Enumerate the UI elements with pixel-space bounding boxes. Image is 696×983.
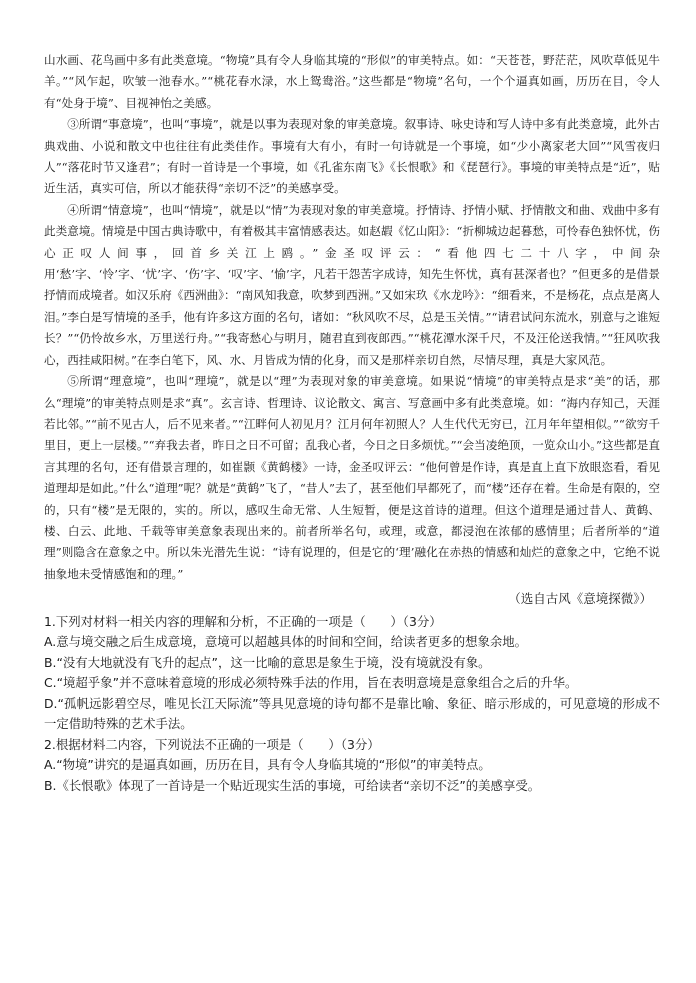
- passage-paragraph-4: ⑤所谓“理意境”，也叫“理境”，就是以“理”为表现对象的审美意境。如果说“情境”的审美特点是求“美”的话，那么“理境”的审美特点则是求“真”。玄言诗、哲理诗、议论散文、寓言、写意画中多有此类意境。如：“海内存知己，天涯若比邻。”“前不见古人，后不见来者。”“江畔何人初见月？江月何年初照人？人生代代无穷已，江月年年望相似。”“欲穷千里目，更上一层楼。”“弃我去者，昨日之日不可留；乱我心者，今日之日多烦忧。”“会当凌绝顶，一览众山小。”这些都是直言其理的名句，还有借景言理的，如崔颢《黄鹤楼》一诗，金圣叹评云：“他何曾是作诗，真是直上直下放眼恣看，看见道理却是如此。”什么“道理”呢？就是“黄鹤”飞了，“昔人”去了，甚至他们早都死了，而“楼”还存在着。生命是有限的，空的，只有“楼”是无限的，实的。所以，感叹生命无常、人生短暂，便是这首诗的道理。但这个道理是通过昔人、黄鹤、楼、白云、此地、千载等审美意象表现出来的。前者所举名句，或理，或意，都浸泡在浓郁的感情里；后者所举的“道理”则隐含在意象之中。所以朱光潜先生说：“诗有说理的，但是它的‘理’融化在赤热的情感和灿烂的意象之中，它绝不说抽象地未受情感饱和的理。”: [44, 374, 660, 581]
- question-1-option-b: B.“没有大地就没有飞升的起点”，这一比喻的意思是象生于境，没有境就没有象。: [44, 654, 491, 670]
- question-1-option-a: A.意与境交融之后生成意境，意境可以超越具体的时间和空间，给读者更多的想象余地。: [44, 634, 528, 650]
- document-page: [44, 50, 660, 796]
- passage-paragraph-2: ③所谓“事意境”，也叫“事境”，就是以事为表现对象的审美意境。叙事诗、咏史诗和写人诗中多有此类意境，此外古典戏曲、小说和散文中也往往有此类佳作。事境有大有小，有时一句诗就是一个事境，如“少小离家老大回”“风雪夜归人”“落花时节又逢君”；有时一首诗是一个事境，如《孔雀东南飞》《长恨歌》和《琵琶行》。事境的审美特点是“近”，贴近生活，真实可信，所以才能获得“亲切不泛”的美感享受。: [44, 117, 660, 196]
- passage-paragraph-1: 山水画、花鸟画中多有此类意境。“物境”具有令人身临其境的“形似”的审美特点。如：“天苍苍，野茫茫，风吹草低见牛羊。”“风乍起，吹皱一池春水。”“桃花春水渌，水上鸳鸯浴。”这些都是“物境”名句，一个个逼真如画，历历在目，令人有“处身于境”、目视神怡之美感。: [44, 53, 660, 110]
- source-citation: （选自古风《意境探微》）: [508, 591, 652, 607]
- question-2-option-a: A.“物境”讲究的是逼真如画，历历在目，具有令人身临其境的“形似”的审美特点。: [44, 757, 491, 773]
- passage-paragraph-3: ④所谓“情意境”，也叫“情境”，就是以“情”为表现对象的审美意境。抒情诗、抒情小赋、抒情散文和曲、戏曲中多有此类意境。情境是中国古典诗歌中，有着极其丰富情感表达。如赵嘏《忆山阳》：“折柳城边起暮愁，可怜春色独怀忧，伤心正叹人间事，回首乡关江上鸥。”金圣叹评云：“看他四七二十八字，中间杂用‘愁’字、‘怜’字、‘忧’字、‘伤’字、‘叹’字、‘愉’字，凡若干怨苦字成诗，知先生怀忧，真有甚深者也？”但更多的是借景抒情而成境者。如汉乐府《西洲曲》：“南风知我意，吹梦到西洲。”又如宋玖《水龙吟》：“细看来，不是杨花，点点是离人泪。”李白是写情境的圣手，他有许多这方面的名句，诸如：“秋风吹不尽，总是玉关情。”“请君试问东流水，别意与之谁短长？”“仍怜故乡水，万里送行舟。”“我寄愁心与明月，随君直到夜郎西。”“桃花潭水深千尺，不及汪伦送我情。”“狂风吹我心，西挂咸阳树。”在李白笔下，风、水、月皆成为情的化身，而又是那样亲切自然，尽情尽理，真是大家风范。: [44, 202, 660, 367]
- question-1-option-c: C.“境超乎象”并不意味着意境的形成必须特殊手法的作用，旨在表明意境是意象组合之后的升华。: [44, 675, 578, 691]
- question-2-option-b: B.《长恨歌》体现了一首诗是一个贴近现实生活的事境，可给读者“亲切不泛”的美感享受。: [44, 777, 541, 793]
- question-2-stem: 2.根据材料二内容，下列说法不正确的一项是（ ）（3分）: [44, 736, 380, 752]
- question-1-stem: 1.下列对材料一相关内容的理解和分析，不正确的一项是（ ）（3分）: [44, 613, 442, 629]
- question-1-option-d: D.“孤帆远影碧空尽，唯见长江天际流”等具见意境的诗句都不是靠比喻、象征、暗示形成的，可见意境的形成不一定借助特殊的艺术手法。: [44, 695, 660, 732]
